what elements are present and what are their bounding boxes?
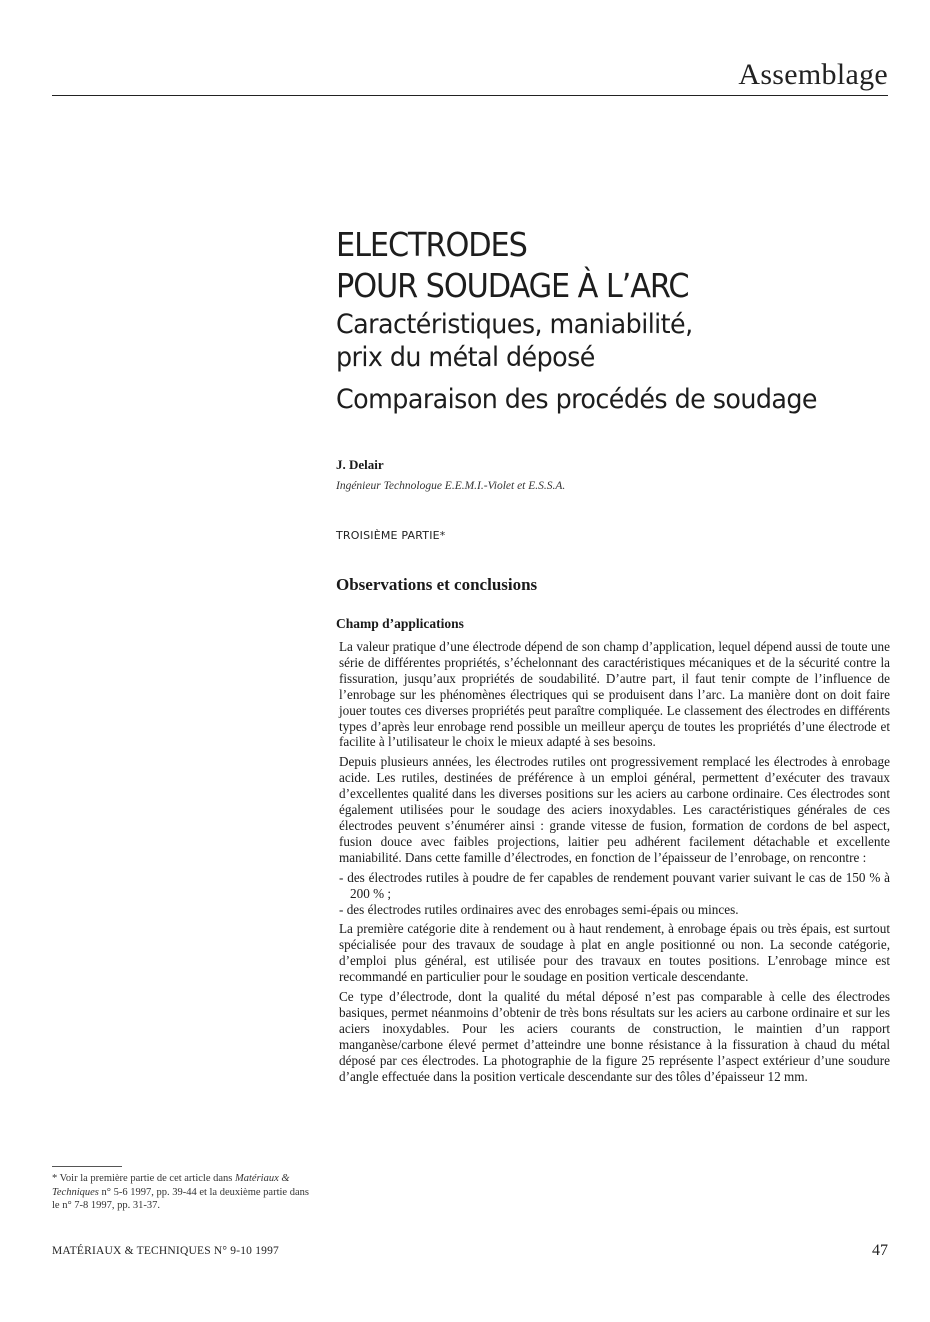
author-name: J. Delair [336,457,384,472]
footnote-text-end: n° 5-6 1997, pp. 39-44 et la deuxième partie dans le n° 7-8 1997, pp. 31-37. [52,1186,309,1211]
article-subtitle-line-1: Caractéristiques, maniabilité, [336,309,693,340]
section-label: Assemblage [738,58,888,91]
part-label: TROISIÈME PARTIE* [336,529,446,542]
section-heading: Observations et conclusions [336,575,538,594]
author-affiliation: Ingénieur Technologue E.E.M.I.-Violet et E.S.S.A. [336,480,566,492]
body-paragraph: La valeur pratique d’une électrode dépend de son champ d’application, lequel dépend aussi de toute une série de différentes propriétés, s’échelonnant des caractéristiques mécaniques et de la sécurité contre la fissuration, jusqu’aux propriétés de soudabilité. D’autre part, il faut tenir compte de l’influence de l’enrobage sur les phénomènes électriques qui se produisent dans l’arc. La manière dont on doit faire jouer toutes ces diverses propriétés peut paraître compliquée. Le classement des électrodes en différents types d’après leur enrobage rend possible un meilleur aperçu de toutes les propriétés d’une électrode et facilite à l’utilisateur le choix le mieux adapté à ses besoins. [339,639,890,750]
footnote-text-start: * Voir la première partie de cet article dans [52,1173,235,1184]
list-item: - des électrodes rutiles ordinaires avec des enrobages semi-épais ou minces. [339,902,890,918]
header-rule [52,95,888,96]
footer-page-number: 47 [872,1242,888,1259]
footnote [52,1172,318,1213]
article-title-block [336,224,896,416]
article-body [339,639,890,1088]
article-subtitle-line-3: Comparaison des procédés de soudage [336,384,817,415]
body-list [339,870,890,918]
footnote-rule [52,1166,122,1167]
footer-journal-issue: MATÉRIAUX & TECHNIQUES N° 9-10 1997 [52,1245,280,1257]
body-paragraph: La première catégorie dite à rendement ou à haut rendement, à enrobage épais ou très épais, est surtout spécialisée pour des travaux de soudage à plat en angle positionné ou non. La seconde catégorie, d’emploi plus général, est utilisée pour des travaux en toutes positions. L’enrobage mince est recommandé en particulier pour le soudage en position verticale descendante. [339,921,890,985]
body-paragraph: Ce type d’électrode, dont la qualité du métal déposé n’est pas comparable à celle des électrodes basiques, permet néanmoins d’obtenir de très bons résultats sur les aciers au carbone ordinaire et sur les aciers inoxydables. Pour les aciers courants de construction, le maintien d’un rapport manganèse/carbone élevé permet d’atteindre une bonne résistance à la fissuration à chaud du métal déposé par ces électrodes. La photographie de la figure 25 représente l’aspect extérieur d’une soudure d’angle effectuée dans la position verticale descendante sur des tôles d’épaisseur 12 mm. [339,989,890,1084]
article-subtitle-line-2: prix du métal déposé [336,342,595,373]
subsection-heading: Champ d’applications [336,616,464,631]
body-paragraph: Depuis plusieurs années, les électrodes rutiles ont progressivement remplacé les électrodes à enrobage acide. Les rutiles, destinées de préférence à un emploi général, permettent d’exécuter des travaux d’excellentes qualité dans les diverses positions sur les aciers au carbone ordinaire. Ces électrodes sont également utilisées pour le soudage des aciers inoxydables. Les caractéristiques générales de ces électrodes peuvent s’énumérer ainsi : grande vitesse de fusion, formation de cordons de bel aspect, fusion douce avec faibles projections, laitier peu adhérent facilement détachable et excellente maniabilité. Dans cette famille d’électrodes, en fonction de l’épaisseur de l’enrobage, on rencontre : [339,754,890,865]
list-item: - des électrodes rutiles à poudre de fer capables de rendement pouvant varier suivant le cas de 150 % à 200 % ; [339,870,890,902]
footnote-journal-name: Matériaux & Techniques [52,1173,290,1198]
article-title-line-1: ELECTRODES [336,225,527,264]
article-title-line-2: POUR SOUDAGE À L’ARC [336,266,689,305]
